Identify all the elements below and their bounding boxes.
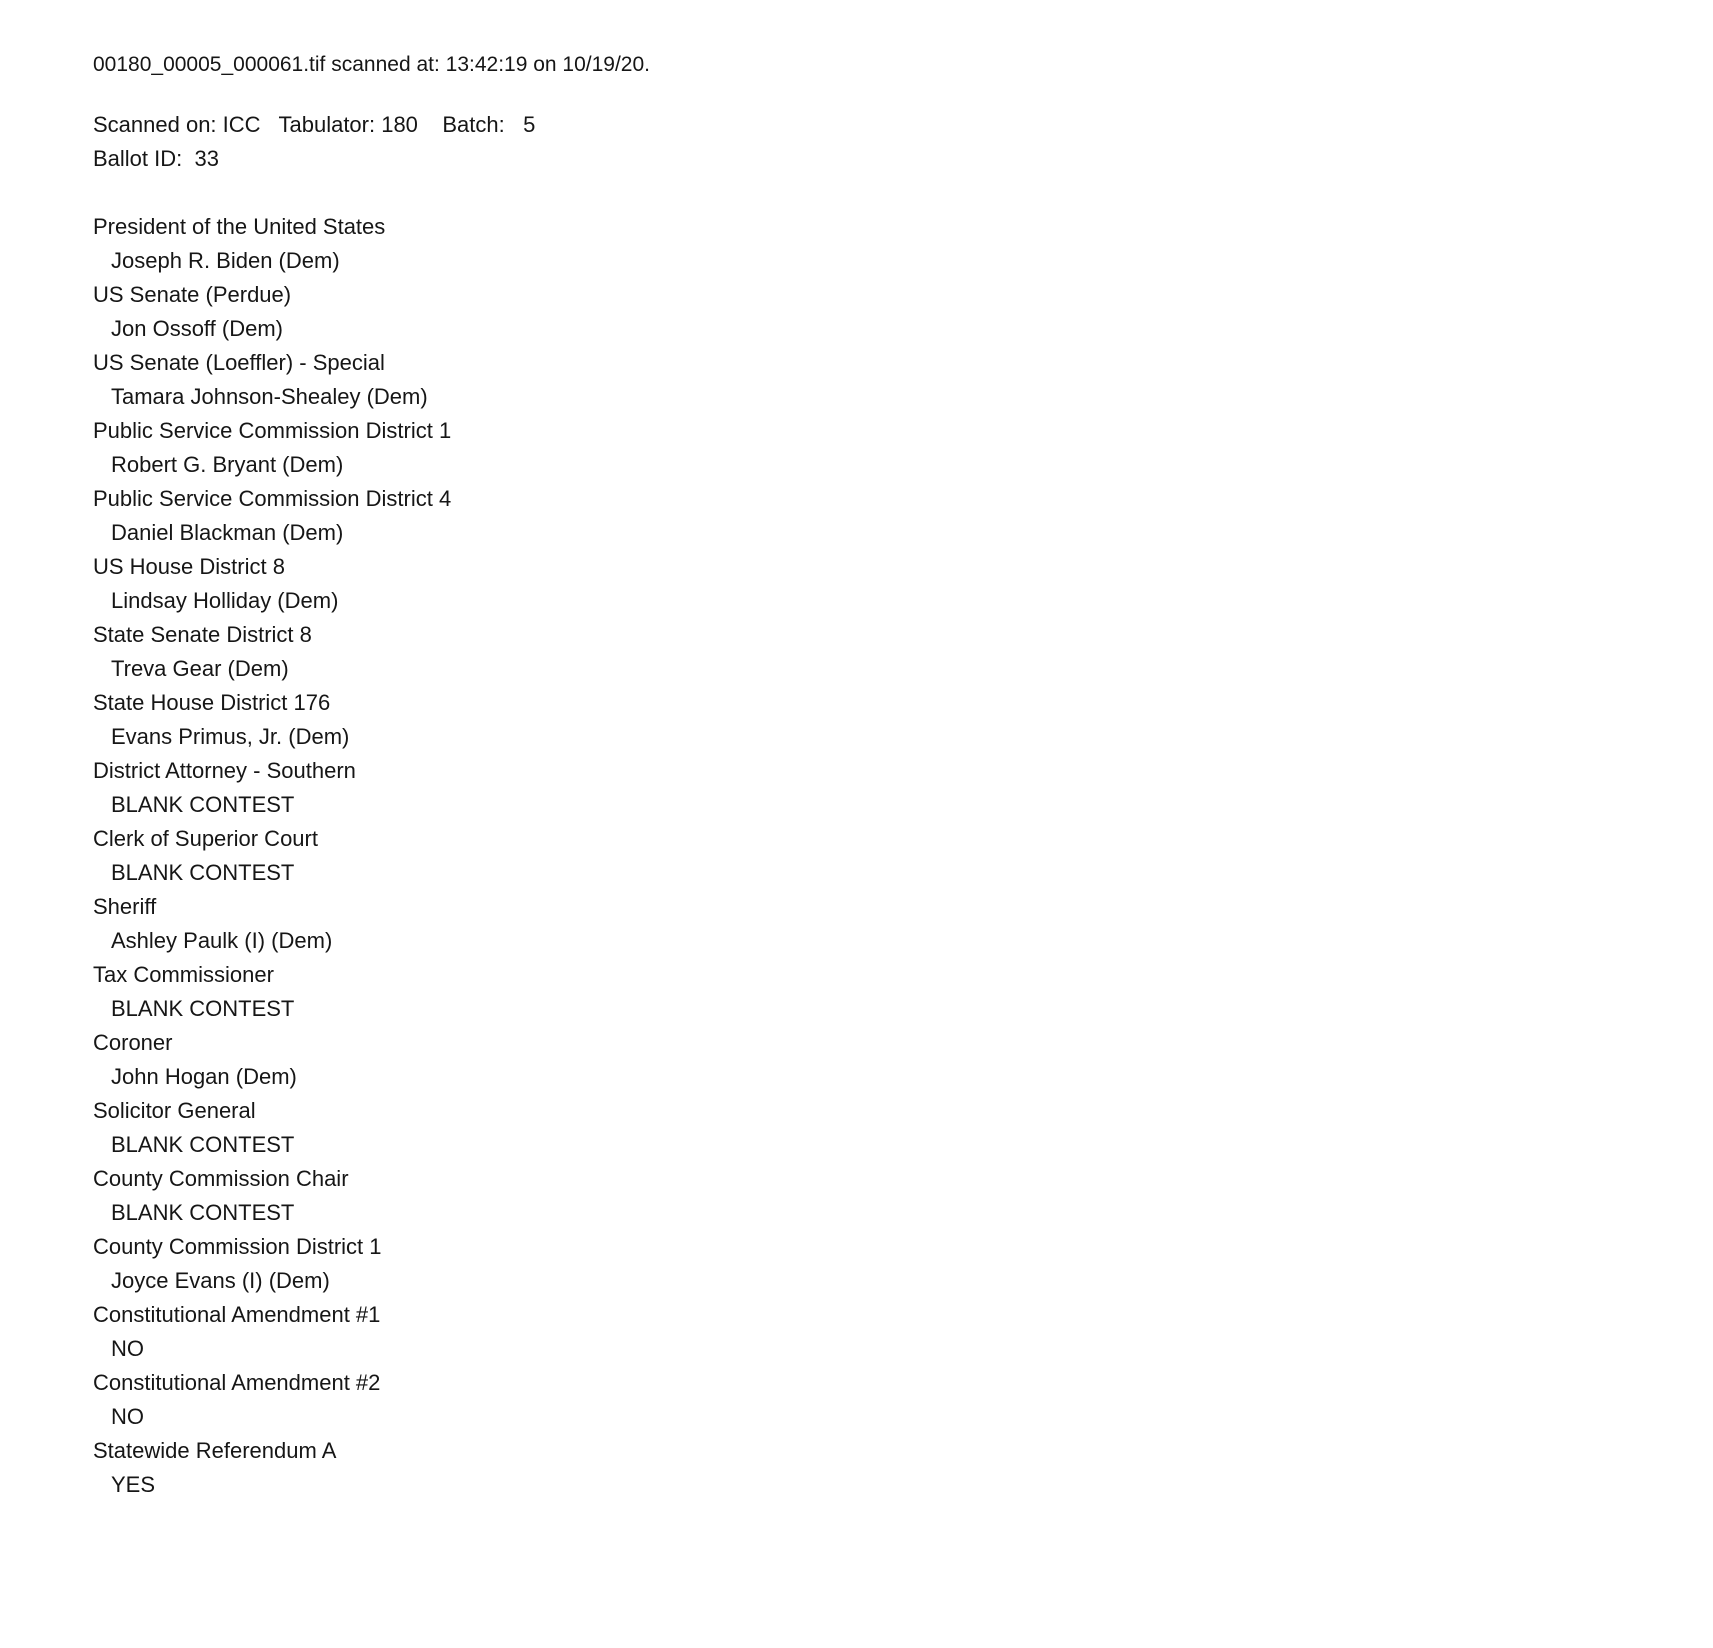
contest-title: County Commission District 1: [93, 1234, 382, 1259]
contest-title: Constitutional Amendment #2: [93, 1370, 381, 1395]
contest-selection: Evans Primus, Jr. (Dem): [111, 724, 350, 749]
contest-title: District Attorney - Southern: [93, 758, 356, 783]
contest-selection: YES: [111, 1472, 156, 1497]
scan-filename-line: 00180_00005_000061.tif scanned at: 13:42:19 on 10/19/20.: [93, 53, 650, 76]
contest-selection: John Hogan (Dem): [111, 1064, 297, 1089]
contest-list: [93, 210, 1653, 1502]
contest-selection: Ashley Paulk (I) (Dem): [111, 928, 333, 953]
contest-title: Solicitor General: [93, 1098, 256, 1123]
contest-selection: BLANK CONTEST: [111, 1200, 295, 1225]
scanned-on-line: Scanned on: ICC Tabulator: 180 Batch: 5: [93, 112, 536, 137]
contest-title: Public Service Commission District 1: [93, 418, 452, 443]
contest-title: President of the United States: [93, 214, 386, 239]
contest-title: Tax Commissioner: [93, 962, 274, 987]
contest-title: Coroner: [93, 1030, 173, 1055]
contest-title: County Commission Chair: [93, 1166, 349, 1191]
contest-title: Statewide Referendum A: [93, 1438, 337, 1463]
contest-title: Constitutional Amendment #1: [93, 1302, 381, 1327]
contest-selection: Robert G. Bryant (Dem): [111, 452, 344, 477]
contest-selection: Lindsay Holliday (Dem): [111, 588, 339, 613]
contest-title: Clerk of Superior Court: [93, 826, 318, 851]
contest-selection: NO: [111, 1404, 144, 1429]
contest-title: State Senate District 8: [93, 622, 312, 647]
contest-selection: BLANK CONTEST: [111, 792, 295, 817]
contest-selection: Treva Gear (Dem): [111, 656, 289, 681]
contest-selection: Joseph R. Biden (Dem): [111, 248, 340, 273]
contest-selection: Joyce Evans (I) (Dem): [111, 1268, 330, 1293]
contest-selection: BLANK CONTEST: [111, 1132, 295, 1157]
contest-title: US Senate (Loeffler) - Special: [93, 350, 385, 375]
contest-title: State House District 176: [93, 690, 331, 715]
contest-title: US House District 8: [93, 554, 285, 579]
contest-title: US Senate (Perdue): [93, 282, 292, 307]
contest-selection: BLANK CONTEST: [111, 996, 295, 1021]
contest-selection: Tamara Johnson-Shealey (Dem): [111, 384, 428, 409]
ballot-id-line: Ballot ID: 33: [93, 146, 219, 171]
contest-title: Sheriff: [93, 894, 157, 919]
contest-selection: Jon Ossoff (Dem): [111, 316, 283, 341]
contest-selection: Daniel Blackman (Dem): [111, 520, 344, 545]
scan-meta-block: [93, 108, 1653, 176]
contest-title: Public Service Commission District 4: [93, 486, 452, 511]
contest-selection: NO: [111, 1336, 144, 1361]
contest-selection: BLANK CONTEST: [111, 860, 295, 885]
